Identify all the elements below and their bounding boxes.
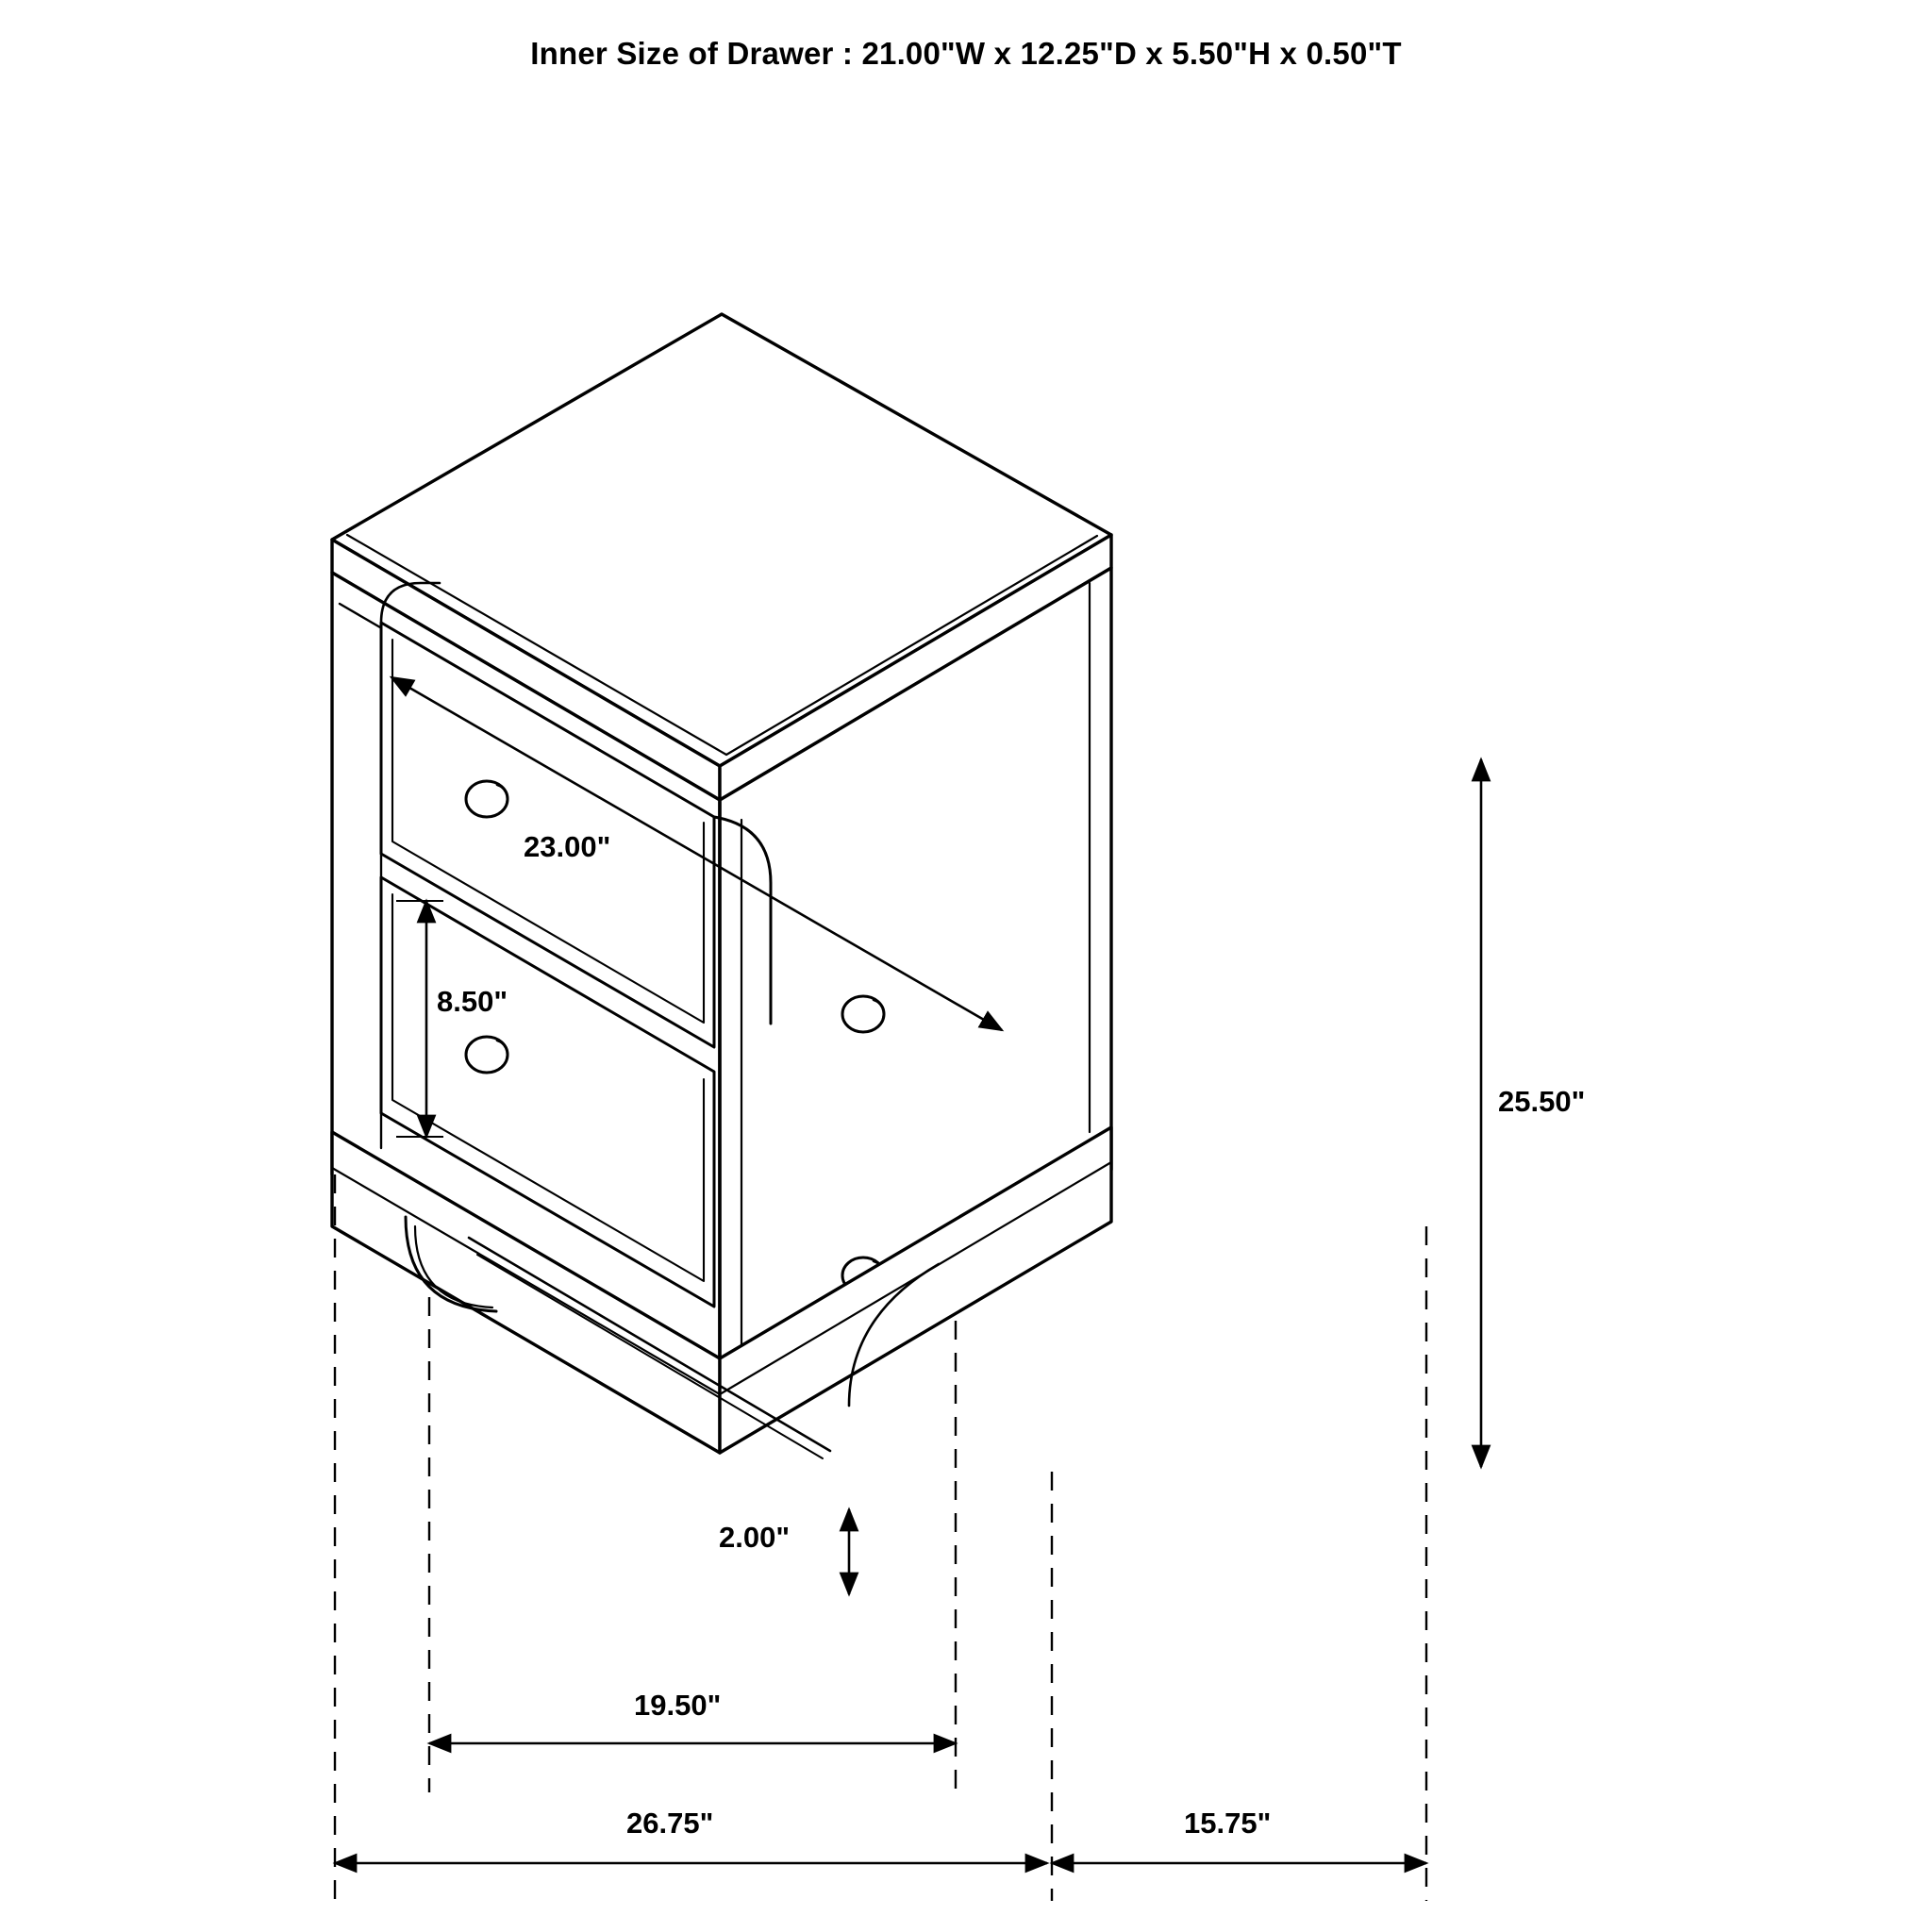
dim-label-leg-span: 19.50" — [634, 1689, 722, 1722]
dim-label-base-height: 2.00" — [719, 1521, 791, 1554]
dim-label-drawer-height: 8.50" — [437, 985, 508, 1018]
page-title: Inner Size of Drawer : 21.00"W x 12.25"D x 5.50"H x 0.50"T — [530, 36, 1402, 71]
dim-label-overall-height: 25.50" — [1498, 1085, 1586, 1118]
upper-drawer-knob — [466, 781, 508, 817]
upper-drawer-knob-right — [842, 996, 884, 1032]
dim-label-drawer-width: 23.00" — [524, 830, 611, 863]
dim-label-overall-width: 26.75" — [626, 1807, 714, 1840]
cabinet-body — [329, 314, 1438, 1458]
lower-drawer-knob-left — [466, 1037, 508, 1073]
dim-label-overall-depth: 15.75" — [1184, 1807, 1272, 1840]
